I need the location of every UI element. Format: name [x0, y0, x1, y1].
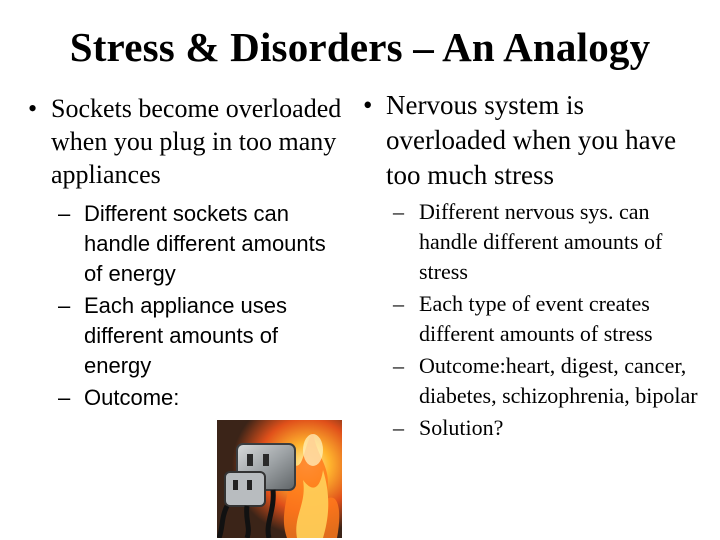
right-sub-item — [363, 197, 703, 287]
dash-glyph: – — [393, 291, 404, 316]
slide-title: Stress & Disorders – An Analogy — [69, 24, 651, 70]
left-bullet-text: Sockets become overloaded when you plug in too many appliances — [51, 94, 342, 189]
right-bullet-text: Nervous system is overloaded when you have too much stress — [386, 90, 677, 190]
dash-glyph: – — [58, 293, 71, 318]
left-sub-text: Outcome: — [84, 385, 180, 410]
left-bullet — [28, 92, 348, 191]
left-sub-item — [28, 383, 348, 413]
socket-fire-icon — [217, 420, 342, 538]
left-sub-text: Each appliance uses different amounts of energy — [84, 293, 288, 378]
left-sub-item — [28, 199, 348, 289]
right-sub-item — [363, 351, 703, 411]
left-sub-item — [28, 291, 348, 381]
right-sub-text: Outcome:heart, digest, cancer, diabetes, schizophrenia, bipolar — [419, 353, 698, 408]
bullet-glyph: • — [363, 90, 373, 120]
left-sub-list — [28, 199, 348, 413]
left-sub-text: Different sockets can handle different amounts of energy — [84, 201, 326, 286]
bullet-glyph: • — [28, 94, 38, 123]
right-bullet — [363, 88, 703, 193]
right-sub-text: Each type of event creates different amounts of stress — [419, 291, 653, 346]
dash-glyph: – — [58, 385, 71, 410]
right-sub-text: Solution? — [419, 415, 504, 440]
right-sub-item — [363, 413, 703, 443]
overloaded-socket-fire-photo — [217, 420, 342, 538]
dash-glyph: – — [393, 353, 404, 378]
dash-glyph: – — [58, 201, 71, 226]
left-column — [28, 92, 348, 413]
dash-glyph: – — [393, 415, 404, 440]
right-column — [363, 88, 703, 443]
right-sub-text: Different nervous sys. can handle different amounts of stress — [419, 199, 663, 284]
right-sub-item — [363, 289, 703, 349]
dash-glyph: – — [393, 199, 404, 224]
right-sub-list — [363, 197, 703, 443]
